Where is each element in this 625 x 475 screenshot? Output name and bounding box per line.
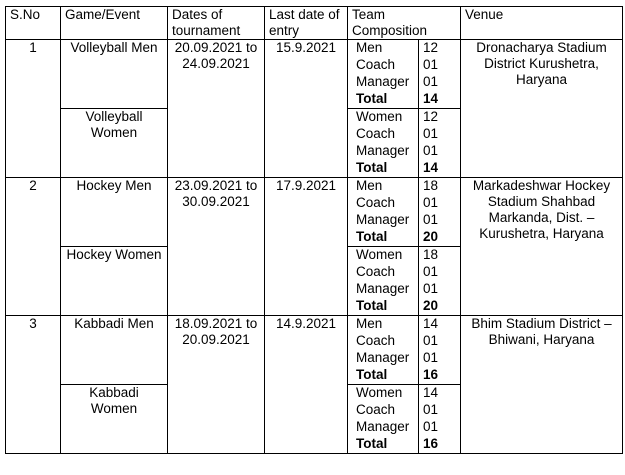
tournament-dates: 20.09.2021 to 24.09.2021 <box>168 40 265 178</box>
composition-role: Total <box>356 160 388 175</box>
composition-row <box>352 333 456 350</box>
event-name: Volleyball Women <box>61 109 168 178</box>
composition-row <box>352 40 456 57</box>
composition-row <box>352 367 456 384</box>
composition-row <box>352 402 456 419</box>
composition-role: Coach <box>356 333 396 348</box>
composition-count: 01 <box>419 402 457 419</box>
last-date-of-entry: 17.9.2021 <box>265 178 348 316</box>
composition-role: Manager <box>356 74 410 89</box>
header-dates: Dates of tournament <box>168 7 265 40</box>
team-composition-cell <box>348 316 461 385</box>
composition-row <box>352 126 456 143</box>
composition-count: 01 <box>419 333 457 350</box>
composition-row <box>352 195 456 212</box>
composition-count: 01 <box>419 143 457 160</box>
composition-count: 01 <box>419 57 457 74</box>
composition-count: 01 <box>419 212 457 229</box>
tournament-schedule-table <box>5 6 623 454</box>
composition-row <box>352 212 456 229</box>
composition-count: 14 <box>419 316 457 333</box>
composition-count: 01 <box>419 126 457 143</box>
composition-row <box>352 109 456 126</box>
composition-role: Total <box>356 298 388 313</box>
composition-role: Coach <box>356 126 396 141</box>
composition-role: Manager <box>356 212 410 227</box>
composition-count: 16 <box>419 436 457 453</box>
venue: Bhim Stadium District – Bhiwani, Haryana <box>461 316 623 454</box>
composition-role: Manager <box>356 350 410 365</box>
composition-count: 01 <box>419 419 457 436</box>
composition-row <box>352 298 456 315</box>
composition-row <box>352 419 456 436</box>
event-name: Kabbadi Men <box>61 316 168 385</box>
composition-row <box>352 74 456 91</box>
last-date-of-entry: 14.9.2021 <box>265 316 348 454</box>
composition-count: 01 <box>419 264 457 281</box>
composition-role: Men <box>356 316 383 331</box>
table-row <box>6 40 623 109</box>
event-name: Hockey Men <box>61 178 168 247</box>
composition-list <box>352 247 456 315</box>
tournament-dates: 23.09.2021 to 30.09.2021 <box>168 178 265 316</box>
header-team-composition: Team Composition <box>348 7 461 40</box>
composition-role: Coach <box>356 264 396 279</box>
table-row <box>6 178 623 247</box>
serial-number: 3 <box>6 316 61 454</box>
composition-row <box>352 57 456 74</box>
composition-row <box>352 316 456 333</box>
venue: Dronacharya Stadium District Kurushetra, Haryana <box>461 40 623 178</box>
composition-count: 12 <box>419 109 457 126</box>
composition-count: 01 <box>419 195 457 212</box>
tournament-dates: 18.09.2021 to 20.09.2021 <box>168 316 265 454</box>
composition-list <box>352 40 456 108</box>
composition-count: 20 <box>419 229 457 246</box>
last-date-of-entry: 15.9.2021 <box>265 40 348 178</box>
composition-role: Men <box>356 40 383 55</box>
composition-row <box>352 229 456 246</box>
composition-role: Coach <box>356 402 396 417</box>
composition-list <box>352 178 456 246</box>
composition-count: 18 <box>419 178 457 195</box>
header-row <box>6 7 623 40</box>
composition-role: Coach <box>356 195 396 210</box>
composition-count: 01 <box>419 281 457 298</box>
composition-count: 16 <box>419 367 457 384</box>
composition-role: Manager <box>356 281 410 296</box>
composition-row <box>352 247 456 264</box>
composition-row <box>352 281 456 298</box>
composition-count: 14 <box>419 385 457 402</box>
composition-role: Manager <box>356 143 410 158</box>
composition-row <box>352 143 456 160</box>
composition-list <box>352 385 456 453</box>
composition-count: 01 <box>419 350 457 367</box>
composition-count: 01 <box>419 74 457 91</box>
composition-role: Manager <box>356 419 410 434</box>
team-composition-cell <box>348 40 461 109</box>
composition-role: Women <box>356 109 403 124</box>
composition-count: 18 <box>419 247 457 264</box>
header-game: Game/Event <box>61 7 168 40</box>
header-venue: Venue <box>461 7 623 40</box>
event-name: Hockey Women <box>61 247 168 316</box>
event-name: Kabbadi Women <box>61 385 168 454</box>
composition-row <box>352 385 456 402</box>
composition-role: Men <box>356 178 383 193</box>
composition-role: Total <box>356 229 388 244</box>
composition-count: 12 <box>419 40 457 57</box>
composition-role: Total <box>356 91 388 106</box>
composition-role: Women <box>356 247 403 262</box>
composition-row <box>352 160 456 177</box>
team-composition-cell <box>348 385 461 454</box>
header-sno: S.No <box>6 7 61 40</box>
serial-number: 2 <box>6 178 61 316</box>
table-body <box>6 40 623 454</box>
composition-count: 14 <box>419 91 457 108</box>
composition-row <box>352 436 456 453</box>
composition-role: Women <box>356 385 403 400</box>
composition-row <box>352 91 456 108</box>
table-row <box>6 316 623 385</box>
venue: Markadeshwar Hockey Stadium Shahbad Markanda, Dist. – Kurushetra, Haryana <box>461 178 623 316</box>
team-composition-cell <box>348 178 461 247</box>
serial-number: 1 <box>6 40 61 178</box>
composition-list <box>352 316 456 384</box>
event-name: Volleyball Men <box>61 40 168 109</box>
composition-row <box>352 350 456 367</box>
composition-row <box>352 178 456 195</box>
team-composition-cell <box>348 247 461 316</box>
composition-row <box>352 264 456 281</box>
composition-list <box>352 109 456 177</box>
header-last-date: Last date of entry <box>265 7 348 40</box>
composition-count: 14 <box>419 160 457 177</box>
team-composition-cell <box>348 109 461 178</box>
composition-role: Coach <box>356 57 396 72</box>
composition-role: Total <box>356 367 388 382</box>
composition-count: 20 <box>419 298 457 315</box>
composition-role: Total <box>356 436 388 451</box>
